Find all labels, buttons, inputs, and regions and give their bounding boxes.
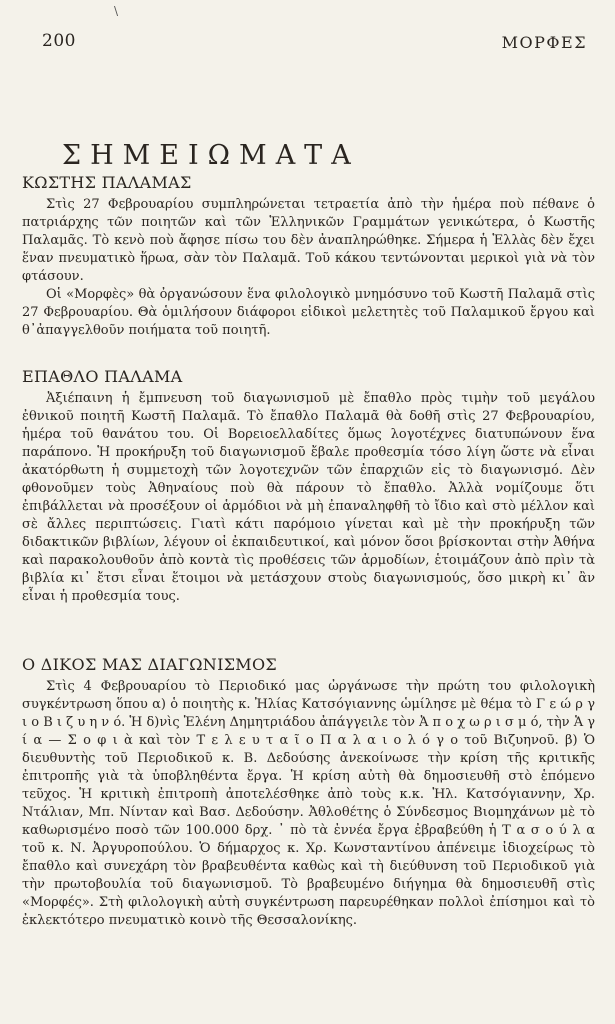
section-kostis-palamas	[22, 174, 595, 340]
section-palamas-prize	[22, 368, 595, 606]
stray-mark: \	[114, 4, 119, 18]
section-heading: ΚΩΣΤΗΣ ΠΑΛΑΜΑΣ	[22, 173, 192, 192]
page-number: 200	[42, 31, 76, 51]
section-our-contest	[22, 656, 595, 930]
paragraph: Ἀξιέπαινη ἡ ἔμπνευση τοῦ διαγωνισμοῦ μὲ ἔπαθλο πρὸς τιμὴν τοῦ μεγάλου ἐθνικοῦ ποιητῆ Κωστῆ Παλαμᾶ. Τὸ ἔπαθλο Παλαμᾶ θὰ δοθῆ στὶς 27 Φεβρουαρίου, ἡμέρα τοῦ θανάτου του. Οἱ Βορειοελλαδίτες ὅμως λογοτέχνες διατυπώνουν ἕνα παράπονο. Ἡ προκήρυξη τοῦ διαγωνισμοῦ ἔβαλε προθεσμία τόσο λίγη ὥστε νὰ εἶναι ἀκατόρθωτη ἡ συμμετοχὴ τῶν λογοτεχνῶν τῶν ἐπαρχιῶν εἰς τὸ διαγωνισμό. Δὲν φθονοῦμεν τοὺς Ἀθηναίους ποὺ θὰ πάρουν τὸ ἔπαθλο. Ἀλλὰ νομίζουμε ὅτι ἐπιβάλλεται νὰ προσέξουν οἱ ἁρμόδιοι νὰ μὴ ἐπαναληφθῆ τὸ ἴδιο καὶ στὸ μέλλον καὶ σὲ ἄλλες περιπτώσεις. Γιατὶ κάτι παρόμοιο γίνεται καὶ μὲ τὴν προκήρυξη τῶν διδακτικῶν βιβλίων, λέγουν οἱ ἐκπαιδευτικοί, καὶ μόνον ὅσοι βρίσκονται στὴν Ἀθήνα καὶ παρακολουθοῦν ἀπὸ κοντὰ τὶς προθέσεις τῶν ἁρμοδίων, ἑτοιμάζουν ἀπὸ πρὶν τὰ βιβλία κι᾽ ἔτσι εἶναι ἕτοιμοι νὰ μετάσχουν στοὺς διαγωνισμούς, ὅσο μικρὴ κι᾽ ἂν εἶναι ἡ προθεσμία τους.	[22, 391, 595, 604]
section-heading: ΕΠΑΘΛΟ ΠΑΛΑΜΑ	[22, 367, 183, 386]
page-title: ΣΗΜΕΙΩΜΑΤΑ	[62, 140, 360, 172]
section-heading: Ο ΔΙΚΟΣ ΜΑΣ ΔΙΑΓΩΝΙΣΜΟΣ	[22, 655, 278, 674]
paragraph: Οἱ «Μορφὲς» θὰ ὀργανώσουν ἕνα φιλολογικὸ μνημόσυνο τοῦ Κωστῆ Παλαμᾶ στὶς 27 Φεβρουαρίου. Θὰ ὁμιλήσουν διάφοροι εἰδικοὶ μελετητὲς τοῦ Παλαμικοῦ ἔργου καὶ θ᾽ἀπαγγελθοῦν ποιήματα τοῦ ποιητῆ.	[22, 287, 595, 338]
paragraph: Στὶς 4 Φεβρουαρίου τὸ Περιοδικό μας ὠργάνωσε τὴν πρώτη του φιλολογικὴ συγκέντρωση ὅπου α) ὁ ποιητὴς κ. Ἠλίας Κατσόγιαννης ὡμίλησε μὲ θέμα τὸ Γ ε ώ ρ γ ι ο Β ι ζ υ η ν ό. Ἡ δ)νὶς Ἑλένη Δημητριάδου ἀπάγγειλε τὸν Ἀ π ο χ ω ρ ι σ μ ό, τὴν Ἁ γ ί α — Σ ο φ ι ὰ καὶ τὸν Τ ε λ ε υ τ α ῖ ο Π α λ α ι ο λ ό γ ο τοῦ Βιζυηνοῦ. β) Ὁ διευθυντὴς τοῦ Περιοδικοῦ κ. Β. Δεδούσης ἀνεκοίνωσε τὴν κρίση τῆς κριτικῆς ἐπιτροπῆς γιὰ τὰ ὑποβληθέντα ἔργα. Ἡ κρίση αὐτὴ θὰ δημοσιευθῆ στὸ ἑπόμενο τεῦχος. Ἡ κριτικὴ ἐπιτροπὴ ἀποτελέσθηκε ἀπὸ τοὺς κ.κ. Ἠλ. Κατσόγιαννην, Χρ. Ντάλιαν, Μπ. Νίνταν καὶ Βασ. Δεδούσην. Ἀθλοθέτης ὁ Σύνδεσμος Βιομηχάνων μὲ τὸ καθωρισμένο ποσὸ τῶν 100.000 δρχ. ᾽ πὸ τὰ ἐννέα ἔργα ἐβραβεύθη ἡ Τ α σ ο ύ λ α τοῦ κ. Ν. Ἀργυροπούλου. Ὁ δήμαρχος κ. Χρ. Κωνσταντίνου ἀπένειμε ἰδιοχείρως τὸ ἔπαθλο καὶ συνεχάρη τὸν βραβευθέντα καθὼς καὶ τὴ διεύθυνση τοῦ Περιοδικοῦ γιὰ τὴν πρωτοβουλία τοῦ διαγωνισμοῦ. Τὸ βραβευμένο διήγημα θὰ δημοσιευθῆ στὶς «Μορφές». Στὴ φιλολογικὴ αὐτὴ συγκέντρωση παρευρέθηκαν πολλοὶ ἐπίσημοι καὶ τὸ ἐκλεκτότερο πνευματικὸ κοινὸ τῆς Θεσσαλονίκης.	[22, 679, 595, 928]
paragraph: Στὶς 27 Φεβρουαρίου συμπληρώνεται τετραετία ἀπὸ τὴν ἡμέρα ποὺ πέθανε ὁ πατριάρχης τῶν ποιητῶν καὶ τῶν Ἑλληνικῶν Γραμμάτων γενικώτερα, ὁ Κωστῆς Παλαμᾶς. Τὸ κενὸ ποὺ ἄφησε πίσω του δὲν ἀναπληρώθηκε. Σήμερα ἡ Ἑλλὰς δὲν ἔχει ἕναν πνευματικὸ ἥρωα, σὰν τὸν Παλαμᾶ. Τοῦ κάκου τεντώνονται μερικοὶ γιὰ νὰ τὸν φτάσουν.	[22, 197, 595, 284]
running-title: ΜΟΡΦΕΣ	[501, 33, 587, 52]
